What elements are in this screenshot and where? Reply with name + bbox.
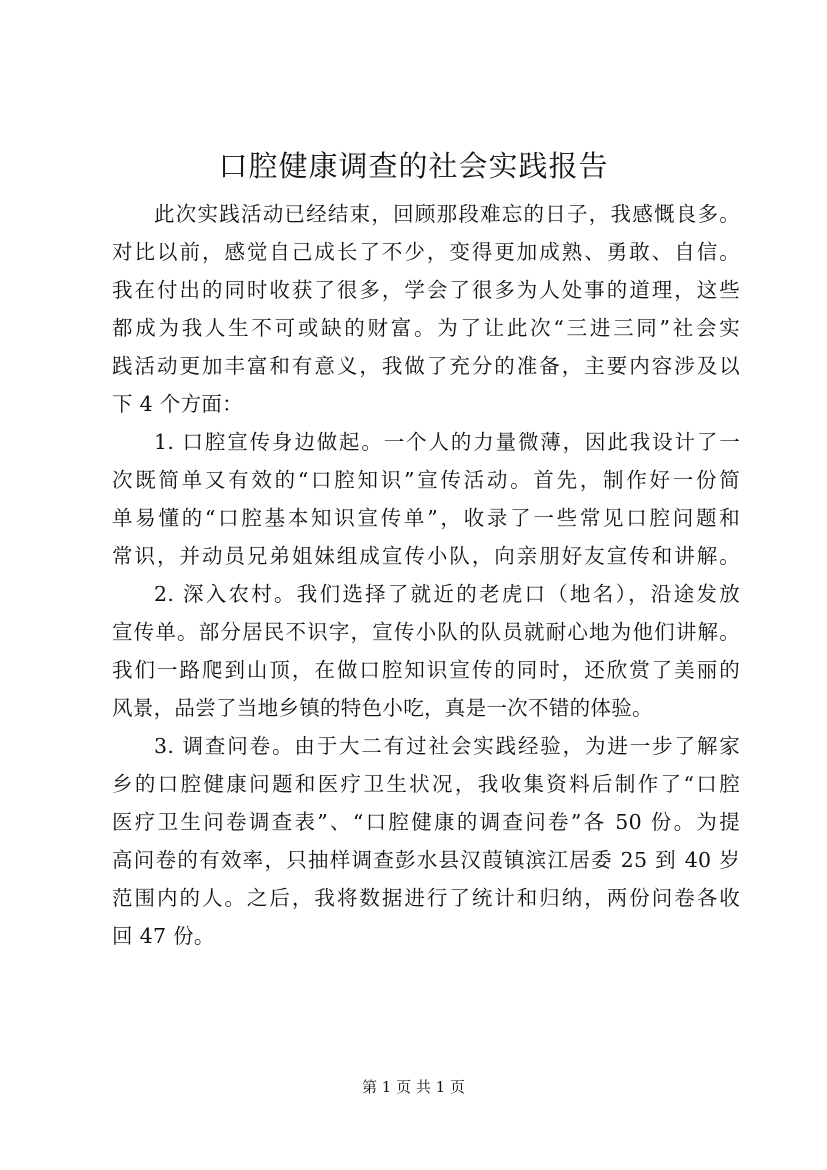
text-line: 都成为我人生不可或缺的财富。为了让此次“三进三同”社会实	[112, 316, 740, 340]
text-line: 回 47 份。	[112, 924, 215, 948]
text-line: 对比以前，感觉自己成长了不少，变得更加成熟、勇敢、自信。	[112, 240, 740, 264]
text-line: 次既简单又有效的“口腔知识”宣传活动。首先，制作好一份简	[112, 468, 740, 492]
text-line: 我在付出的同时收获了很多，学会了很多为人处事的道理，这些	[112, 278, 740, 302]
text-line: 单易懂的“口腔基本知识宣传单”，收录了一些常见口腔问题和	[112, 506, 740, 530]
text-line: 此次实践活动已经结束，回顾那段难忘的日子，我感慨良多。	[154, 202, 740, 226]
text-line: 宣传单。部分居民不识字，宣传小队的队员就耐心地为他们讲解。	[112, 620, 740, 644]
text-line: 1. 口腔宣传身边做起。一个人的力量微薄，因此我设计了一	[154, 430, 740, 454]
text-line: 乡的口腔健康问题和医疗卫生状况，我收集资料后制作了“口腔	[112, 772, 740, 796]
text-line: 高问卷的有效率，只抽样调查彭水县汉葭镇滨江居委 25 到 40 岁	[112, 848, 740, 872]
text-line: 范围内的人。之后，我将数据进行了统计和归纳，两份问卷各收	[112, 886, 740, 910]
document-title: 口腔健康调查的社会实践报告	[218, 149, 609, 183]
text-line: 常识，并动员兄弟姐妹组成宣传小队，向亲朋好友宣传和讲解。	[112, 544, 740, 568]
document-body	[112, 200, 740, 960]
text-line: 我们一路爬到山顶，在做口腔知识宣传的同时，还欣赏了美丽的	[112, 658, 740, 682]
text-line: 风景，品尝了当地乡镇的特色小吃，真是一次不错的体验。	[112, 696, 653, 720]
text-line: 践活动更加丰富和有意义，我做了充分的准备，主要内容涉及以	[112, 354, 740, 378]
text-line: 下 4 个方面：	[112, 392, 243, 416]
page-footer: 第 1 页 共 1 页	[362, 1078, 465, 1096]
text-line: 2. 深入农村。我们选择了就近的老虎口（地名），沿途发放	[154, 582, 740, 606]
text-line: 3. 调查问卷。由于大二有过社会实践经验，为进一步了解家	[154, 734, 740, 758]
text-line: 医疗卫生问卷调查表”、“口腔健康的调查问卷”各 50 份。为提	[112, 810, 740, 834]
